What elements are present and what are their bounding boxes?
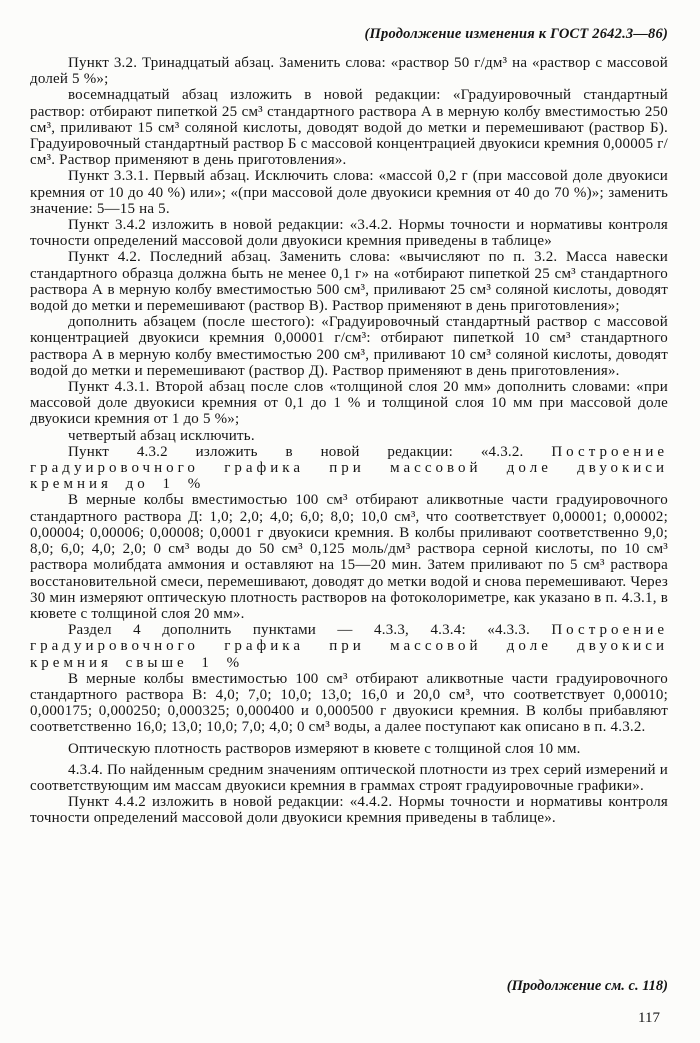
paragraph: четвертый абзац исключить. <box>68 427 255 444</box>
continuation-footer: (Продолжение см. с. 118) <box>506 978 668 994</box>
paragraph: 4.3.4. По найденным средним значениям оптической плотности из трех серий измерений и соответствующим им массам двуокиси кремния в граммах строят градуировочные графики». <box>30 761 668 794</box>
paragraph-lead: Пункт 4.3.2 изложить в новой редакции: «4.3.2. <box>68 443 552 460</box>
paragraph <box>30 622 668 671</box>
paragraph: Пункт 3.3.1. Первый абзац. Исключить слова: «массой 0,2 г (при массовой доле двуокиси кремния от 10 до 40 %) или»; «(при массовой доле двуокиси кремния от 40 до 70 %)»; заменить значение: 5—15 на 5. <box>30 168 668 217</box>
continuation-header: (Продолжение изменения к ГОСТ 2642.3—86) <box>364 26 668 42</box>
paragraph-spaced-heading: Построение градуировочного графика при массовой доле двуокиси кремния свыше 1 % <box>30 622 668 671</box>
paragraph <box>30 444 668 493</box>
paragraph: В мерные колбы вместимостью 100 см³ отбирают аликвотные части градуировочного стандартного раствора В: 4,0; 7,0; 10,0; 13,0; 16,0 и 20,0 см³, что соответствует 0,00010; 0,000175; 0,000250; 0,000325; 0,000400 и 0,000500 г двуокиси кремния. В колбы прибавляют соответственно 16,0; 13,0; 10,0; 7,0; 4,0; 0 см³ воды, а далее поступают как описано в п. 4.3.2. <box>30 670 668 736</box>
paragraph: Пункт 3.4.2 изложить в новой редакции: «3.4.2. Нормы точности и нормативы контроля точности определений массовой доли двуокиси кремния приведены в таблице» <box>30 217 668 250</box>
paragraph: Пункт 4.2. Последний абзац. Заменить слова: «вычисляют по п. 3.2. Масса навески стандартного образца должна быть не менее 0,1 г» на «отбирают пипеткой 25 см³ стандартного раствора А в мерную колбу вместимостью 500 см³, приливают 25 см³ соляной кислоты, доводят водой до метки и перемешивают (раствор В). Раствор применяют в день приготовления»; <box>30 249 668 315</box>
page-number: 117 <box>638 1010 660 1026</box>
paragraph-spaced-heading: Построение градуировочного графика при массовой доле двуокиси кремния до 1 % <box>30 443 668 493</box>
paragraph: Пункт 3.2. Тринадцатый абзац. Заменить слова: «раствор 50 г/дм³ на «раствор с массовой долей 5 %»; <box>30 55 668 88</box>
paragraph: дополнить абзацем (после шестого): «Градуировочный стандартный раствор с массовой концентрацией двуокиси кремния 0,00001 г/см³: отбирают пипеткой 10 см³ стандартного раствора А в мерную колбу вместимостью 200 см³, приливают 10 см³ соляной кислоты, доводят водой до метки и перемешивают (раствор Д). Раствор применяют в день приготовления». <box>30 314 668 379</box>
paragraph: Пункт 4.4.2 изложить в новой редакции: «4.4.2. Нормы точности и нормативы контроля точности определений массовой доли двуокиси кремния приведены в таблице». <box>30 794 668 827</box>
paragraph: восемнадцатый абзац изложить в новой редакции: «Градуировочный стандартный раствор: отбирают пипеткой 25 см³ стандартного раствора А в мерную колбу вместимостью 250 см³, приливают 15 см³ соляной кислоты, доводят водой до метки и перемешивают (раствор Б). Градуировочный стандартный раствор Б с массовой концентрацией двуокиси кремния 0,00005 г/см³. Раствор применяют в день приготовления». <box>30 87 668 169</box>
document-body <box>30 55 668 827</box>
paragraph: Пункт 4.3.1. Второй абзац после слов «толщиной слоя 20 мм» дополнить словами: «при массовой доле двуокиси кремния от 0,1 до 1 % и толщиной слоя 10 мм при массовой доле двуокиси кремния от 1 до 5 %»; <box>30 379 668 428</box>
paragraph: В мерные колбы вместимостью 100 см³ отбирают аликвотные части градуировочного стандартного раствора Д: 1,0; 2,0; 4,0; 6,0; 8,0; 10,0 см³, что соответствует 0,00001; 0,00002; 0,00004; 0,00006; 0,00008; 0,0001 г двуокиси кремния. В колбы приливают соответственно 9,0; 8,0; 6,0; 4,0; 2,0; 0 см³ воды до 50 см³ 0,125 моль/дм³ раствора серной кислоты, по 10 см³ раствора молибдата аммония и оставляют на 15—20 мин. Затем приливают по 5 см³ раствора восстановительной смеси, перемешивают, доводят до метки водой и снова перемешивают. Через 30 мин измеряют оптическую плотность растворов на фотоколориметре, как указано в п. 4.3.1, в кювете с толщиной слоя 20 мм». <box>30 492 668 622</box>
paragraph-lead: Раздел 4 дополнить пунктами — 4.3.3, 4.3.4: «4.3.3. <box>68 622 552 639</box>
paragraph: Оптическую плотность растворов измеряют в кювете с толщиной слоя 10 мм. <box>68 740 581 757</box>
